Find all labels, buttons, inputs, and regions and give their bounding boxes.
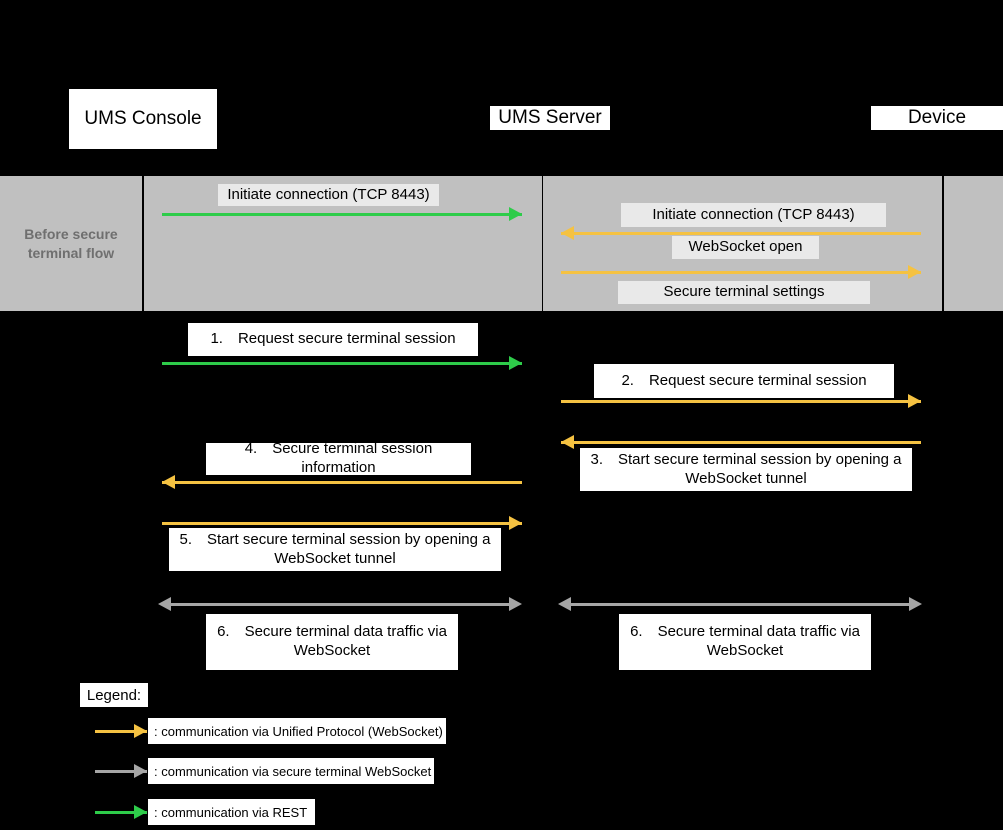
arrow-shaft	[561, 441, 921, 444]
arrow-shaft	[162, 522, 522, 525]
arrow-shaft	[162, 213, 522, 216]
legend-arrow-secure-terminal	[95, 764, 147, 778]
phase-band-device-edge	[944, 176, 1003, 311]
label-msg-2: 2. Request secure terminal session	[594, 364, 894, 398]
label-band-initiate-up: Initiate connection (TCP 8443)	[621, 203, 886, 227]
arrow-head-left-icon	[561, 226, 574, 240]
arrow-shaft	[561, 400, 921, 403]
arrow-head-right-icon	[909, 597, 922, 611]
lane-header-label: UMS Console	[84, 108, 202, 130]
lane-header-label: Device	[907, 107, 967, 129]
arrow-head-right-icon	[134, 724, 147, 738]
label-msg-6-left: 6. Secure terminal data traffic via WebSocket	[206, 614, 458, 670]
arrow-shaft	[170, 603, 510, 606]
arrow-head-right-icon	[509, 516, 522, 530]
label-band-initiate-rest: Initiate connection (TCP 8443)	[218, 184, 439, 206]
arrow-head-right-icon	[509, 207, 522, 221]
arrow-head-left-icon	[162, 475, 175, 489]
label-band-websocket-open: WebSocket open	[672, 236, 819, 259]
arrow-msg-1	[162, 356, 522, 370]
lane-header-device	[871, 106, 1003, 130]
arrow-msg-3	[561, 435, 921, 449]
arrow-shaft	[162, 481, 522, 484]
label-msg-4: 4. Secure terminal session information	[206, 443, 471, 475]
legend-label-unified-protocol: : communication via Unified Protocol (WebSocket)	[148, 718, 446, 744]
arrow-shaft	[162, 362, 522, 365]
arrow-head-right-icon	[509, 597, 522, 611]
arrow-head-right-icon	[509, 356, 522, 370]
lane-header-ums-console	[69, 89, 217, 149]
label-msg-6-right: 6. Secure terminal data traffic via WebSocket	[619, 614, 871, 670]
arrow-band-websocket-open	[561, 265, 921, 279]
legend-label-secure-terminal: : communication via secure terminal WebSocket	[148, 758, 434, 784]
arrow-head-right-icon	[134, 805, 147, 819]
arrow-band-initiate-rest	[162, 207, 522, 221]
legend-arrow-rest	[95, 805, 147, 819]
arrow-head-right-icon	[908, 265, 921, 279]
label-band-secure-terminal-settings: Secure terminal settings	[618, 281, 870, 304]
phase-band-label	[0, 176, 142, 311]
arrow-msg-6-left	[158, 597, 522, 611]
label-msg-5: 5. Start secure terminal session by opening a WebSocket tunnel	[169, 528, 501, 571]
legend-label-rest: : communication via REST	[148, 799, 315, 825]
label-msg-3: 3. Start secure terminal session by opening a WebSocket tunnel	[580, 448, 912, 491]
legend-arrow-unified-protocol	[95, 724, 147, 738]
arrow-head-right-icon	[134, 764, 147, 778]
arrow-shaft	[561, 232, 921, 235]
arrow-shaft	[561, 271, 921, 274]
label-msg-1: 1. Request secure terminal session	[188, 323, 478, 356]
arrow-head-left-icon	[561, 435, 574, 449]
arrow-shaft	[570, 603, 910, 606]
arrow-head-right-icon	[908, 394, 921, 408]
lane-header-label: UMS Server	[498, 107, 602, 129]
legend-title: Legend:	[80, 683, 148, 707]
arrow-msg-6-right	[558, 597, 922, 611]
lane-header-ums-server	[490, 106, 610, 130]
arrow-head-left-icon	[158, 597, 171, 611]
phase-band-label-text: Before secure terminal flow	[24, 225, 118, 261]
arrow-head-left-icon	[558, 597, 571, 611]
